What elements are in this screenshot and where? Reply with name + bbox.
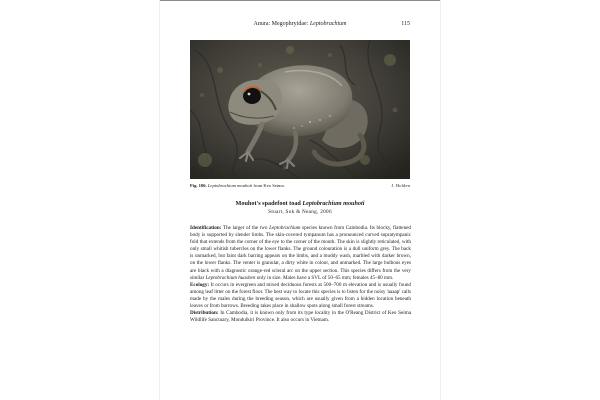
photo-credit: J. Holden: [391, 183, 410, 188]
running-header: [190, 19, 410, 29]
ecology-paragraph: Ecology: It occurs in evergreen and mixed deciduous forests at 500–700 m elevation and is usually found among leaf litter on the forest floor. The best way to locate this species is to listen for the noisy 'aaaap' calls made by the males during the breeding season, which are usually given from a hidden location beneath leaves or from burrows. Breeding takes place in shallow spots along small forest streams.: [190, 281, 411, 310]
figure-label: Fig. 106.: [190, 183, 207, 188]
identification-paragraph: Identification: The larger of the two Leptobrachium species known from Cambodia. Its blocky, flattened body is supported by slender limbs. The skin-covered tympanum has a pronounced curved supratympanic fold that extends from the corner of the eye to the corner of the mouth. The skin is slightly reticulated, with only small whitish tubercles on the lower flanks. The ground colouration is a dull uniform grey. The back is unmarked, but faint dark barring appears on the limbs, and a muddy wash, marbled with darker brown, on the lower flanks. The venter is granular, a dirty white in colour, and unmarked. The large bulbous eyes are black with a diagnostic orange-red scleral arc on the upper section. This species differs from the very similar Leptobrachium huashen only in size. Males have a SVL of 50–65 mm; females 45–80 mm.: [190, 225, 411, 281]
scientific-name: Leptobrachium mouhoti: [302, 200, 365, 207]
toad-photo: [190, 40, 410, 179]
species-authority: Stuart, Sok & Neang, 2006: [268, 209, 332, 215]
page-top-rule: [160, 0, 440, 1]
figure-caption: [190, 182, 410, 189]
caption-text: from Keo Seima.: [253, 183, 285, 188]
caption-species: Leptobrachium mouhoti: [207, 183, 253, 188]
identification-label: Identification:: [190, 225, 222, 231]
species-heading: [190, 200, 410, 208]
common-name: Mouhot's spadefoot toad: [235, 200, 301, 207]
distribution-label: Distribution:: [190, 310, 219, 317]
species-account: [190, 225, 411, 324]
running-title: Anura: Megophryidae: Leptobrachium: [253, 21, 347, 27]
distribution-paragraph: Distribution: In Cambodia, it is known only from its type locality in the O'Reang District of Keo Seima Wildlife Sanctuary, Mondulkiri Province. It also occurs in Vietnam.: [190, 310, 411, 324]
page-number: 115: [401, 21, 410, 27]
ecology-label: Ecology:: [190, 281, 210, 288]
